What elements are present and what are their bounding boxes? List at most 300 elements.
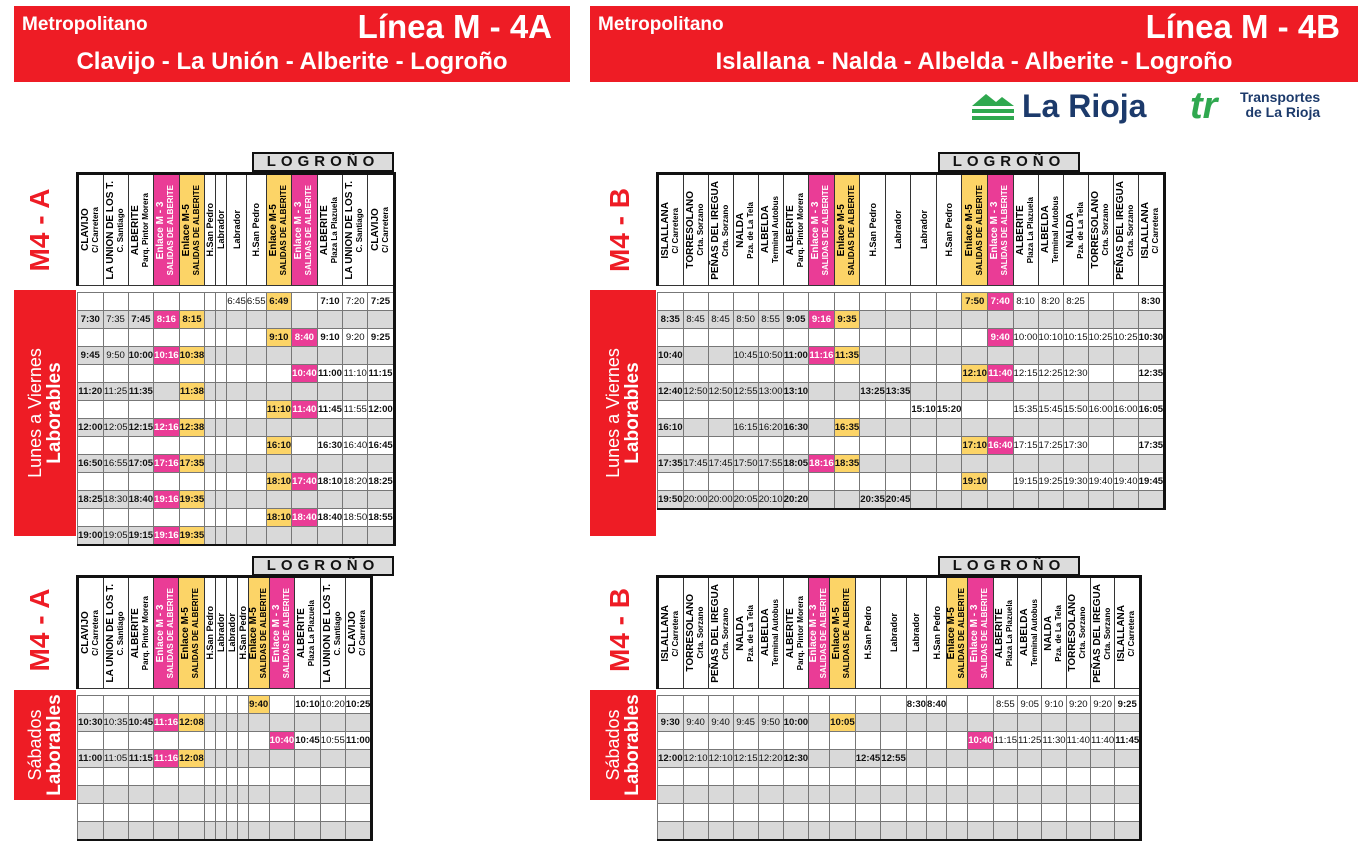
stop-detail: C/ Carretera [380, 207, 390, 253]
table-row [78, 365, 395, 383]
time-cell [936, 419, 962, 437]
time-cell: 10:25 [1088, 329, 1113, 347]
time-cell [128, 401, 154, 419]
time-cell [292, 527, 318, 545]
time-cell [1018, 768, 1042, 786]
time-cell [237, 732, 248, 750]
time-cell [205, 527, 216, 545]
time-cell: 9:50 [103, 347, 128, 365]
time-cell [1066, 768, 1090, 786]
time-cell [834, 491, 860, 509]
time-cell [368, 347, 395, 365]
time-cell [216, 455, 227, 473]
table-row [658, 768, 1141, 786]
time-cell [834, 437, 860, 455]
metropolitano-label: Metropolitano [598, 14, 724, 35]
stop-header [809, 577, 830, 689]
time-cell [783, 437, 809, 455]
time-cell [128, 822, 154, 840]
stop-name: ALBELDA [1018, 609, 1030, 657]
time-cell: 9:20 [1066, 696, 1090, 714]
time-cell [809, 293, 835, 311]
time-cell [295, 786, 321, 804]
stop-detail: C/ Carretera [90, 610, 100, 656]
time-cell [733, 401, 758, 419]
stop-name: ISLALLANA [1139, 201, 1151, 259]
time-cell [154, 473, 180, 491]
time-cell [317, 419, 343, 437]
time-cell [246, 329, 266, 347]
day-label-line2: Laborables [622, 694, 643, 796]
time-cell [269, 804, 295, 822]
time-cell: 17:55 [758, 455, 783, 473]
metropolitano-label: Metropolitano [22, 14, 148, 35]
time-cell [658, 696, 684, 714]
stop-header [881, 577, 907, 689]
time-cell: 20:00 [708, 491, 733, 509]
time-cell [658, 293, 684, 311]
time-cell [708, 732, 733, 750]
time-cell [927, 804, 947, 822]
time-cell: 8:45 [683, 311, 708, 329]
time-cell [78, 768, 104, 786]
stop-detail: C/ Carretera [1127, 610, 1137, 656]
time-cell [1113, 311, 1138, 329]
time-cell [927, 786, 947, 804]
time-cell: 12:30 [783, 750, 809, 768]
time-cell [733, 437, 758, 455]
time-cell: 9:40 [708, 714, 733, 732]
stop-header [733, 577, 758, 689]
time-cell: 8:40 [927, 696, 947, 714]
time-cell: 11:15 [368, 365, 395, 383]
time-cell [1018, 750, 1042, 768]
time-cell [860, 365, 886, 383]
time-cell [783, 365, 809, 383]
stop-header [783, 577, 809, 689]
time-cell [658, 473, 684, 491]
time-cell [216, 293, 227, 311]
time-cell [295, 768, 321, 786]
stop-detail: H.San Pedro [205, 203, 216, 257]
time-cell [809, 329, 835, 347]
time-cell [855, 822, 881, 840]
stop-header [154, 577, 179, 689]
time-cell [860, 401, 886, 419]
time-cell [103, 804, 128, 822]
time-cell [320, 804, 345, 822]
time-cell: 11:38 [179, 383, 205, 401]
time-cell [758, 365, 783, 383]
time-cell [179, 437, 205, 455]
time-cell [295, 804, 321, 822]
stop-detail: Crta. Sorzano [1100, 203, 1110, 256]
time-cell [1115, 768, 1141, 786]
time-cell [733, 473, 758, 491]
time-cell [906, 822, 926, 840]
stop-header [154, 174, 180, 286]
time-cell: 12:35 [1138, 365, 1165, 383]
stop-detail: Plaza La Plazuela [307, 599, 317, 667]
time-cell [226, 822, 237, 840]
time-cell [911, 311, 937, 329]
stop-header [906, 577, 926, 689]
time-cell [860, 419, 886, 437]
time-cell: 12:20 [758, 750, 783, 768]
stop-name: Enlace M-5 [180, 606, 192, 660]
time-cell [683, 732, 708, 750]
time-cell [103, 365, 128, 383]
time-cell [128, 696, 154, 714]
time-cell: 16:30 [783, 419, 809, 437]
time-cell [154, 365, 180, 383]
time-cell [179, 329, 205, 347]
time-cell [683, 804, 708, 822]
time-cell [1042, 822, 1066, 840]
time-cell: 9:10 [266, 329, 292, 347]
time-cell: 9:40 [683, 714, 708, 732]
time-cell [683, 347, 708, 365]
time-cell [881, 696, 907, 714]
time-cell [345, 822, 372, 840]
stop-name: PEÑAS DEL IREGUA [1114, 180, 1126, 280]
time-cell [733, 786, 758, 804]
time-cell: 12:50 [708, 383, 733, 401]
time-cell [987, 383, 1013, 401]
time-cell: 19:30 [1063, 473, 1088, 491]
time-cell [204, 786, 215, 804]
time-cell: 10:10 [295, 696, 321, 714]
table-row [78, 509, 395, 527]
stop-header [227, 174, 247, 286]
time-cell [911, 383, 937, 401]
stop-detail: SALIDAS DE ALBERITE [842, 587, 852, 679]
time-cell [911, 437, 937, 455]
time-cell [246, 509, 266, 527]
time-cell: 19:40 [1113, 473, 1138, 491]
time-cell [758, 732, 783, 750]
stop-detail: SALIDAS DE ALBERITE [304, 184, 314, 276]
time-cell [809, 804, 830, 822]
table-row [658, 473, 1165, 491]
mountain-waves-icon [968, 88, 1018, 124]
line-code-label: M4 - A [24, 188, 55, 272]
time-cell [343, 419, 368, 437]
time-cell [1090, 750, 1114, 768]
time-cell [936, 347, 962, 365]
time-cell: 18:10 [266, 473, 292, 491]
time-cell [204, 804, 215, 822]
time-cell [227, 491, 247, 509]
time-cell [227, 527, 247, 545]
time-cell [215, 714, 226, 732]
stop-header [834, 174, 860, 286]
tr-icon [1188, 86, 1238, 124]
time-cell [205, 293, 216, 311]
time-cell [78, 401, 104, 419]
stop-detail: SALIDAS DE ALBERITE [191, 587, 201, 679]
time-cell [128, 365, 154, 383]
time-cell: 12:55 [881, 750, 907, 768]
time-cell: 12:15 [128, 419, 154, 437]
time-cell [708, 329, 733, 347]
header-gap [658, 689, 1141, 696]
time-cell [154, 786, 179, 804]
time-cell: 15:35 [1013, 401, 1038, 419]
stop-name: ALBERITE [784, 205, 796, 255]
stop-detail: Plaza La Plazuela [329, 196, 339, 264]
stop-detail: H.San Pedro [237, 606, 248, 660]
time-cell [215, 786, 226, 804]
table-row [658, 750, 1141, 768]
time-cell [987, 419, 1013, 437]
time-cell [237, 786, 248, 804]
time-cell [708, 768, 733, 786]
time-cell: 11:40 [292, 401, 318, 419]
time-cell: 10:40 [292, 365, 318, 383]
stop-name: ALBELDA [1039, 206, 1051, 254]
time-cell [809, 401, 835, 419]
time-cell: 18:10 [317, 473, 343, 491]
stop-header [1113, 174, 1138, 286]
time-cell: 17:45 [708, 455, 733, 473]
time-cell [227, 383, 247, 401]
time-cell [987, 473, 1013, 491]
stop-detail: Crta. Sorzano [1102, 606, 1112, 659]
time-cell [292, 347, 318, 365]
table-row [658, 401, 1165, 419]
stop-header [987, 174, 1013, 286]
time-cell [947, 732, 968, 750]
time-cell [154, 383, 180, 401]
time-cell: 11:40 [1090, 732, 1114, 750]
time-cell [179, 768, 205, 786]
time-cell [248, 786, 269, 804]
time-cell [246, 365, 266, 383]
time-cell [103, 768, 128, 786]
time-cell [1088, 437, 1113, 455]
stop-header [911, 174, 937, 286]
time-cell: 9:25 [368, 329, 395, 347]
time-cell [1115, 822, 1141, 840]
time-cell [783, 293, 809, 311]
time-cell [1138, 419, 1165, 437]
time-cell [683, 822, 708, 840]
time-cell [855, 732, 881, 750]
time-cell [885, 347, 911, 365]
time-cell [993, 768, 1017, 786]
stop-name: Enlace M - 3 [808, 604, 820, 662]
time-cell [1063, 455, 1088, 473]
time-cell: 9:16 [809, 311, 835, 329]
stop-header [1115, 577, 1141, 689]
time-cell [292, 293, 318, 311]
stop-detail: H.San Pedro [931, 606, 942, 660]
time-cell [78, 473, 104, 491]
time-cell: 11:35 [834, 347, 860, 365]
time-cell [860, 329, 886, 347]
time-cell [783, 473, 809, 491]
table-row [78, 768, 372, 786]
time-cell [103, 786, 128, 804]
stop-header [204, 577, 215, 689]
time-cell [708, 437, 733, 455]
time-cell: 11:20 [78, 383, 104, 401]
time-cell [1018, 714, 1042, 732]
time-cell [830, 804, 856, 822]
time-cell [343, 455, 368, 473]
stop-name: Enlace M - 3 [155, 604, 167, 662]
time-cell [1042, 786, 1066, 804]
time-cell: 8:20 [1038, 293, 1063, 311]
stop-header [885, 174, 911, 286]
line-code-label: M4 - A [24, 588, 55, 672]
time-cell: 17:50 [733, 455, 758, 473]
time-cell [317, 383, 343, 401]
time-cell: 8:45 [708, 311, 733, 329]
time-cell [683, 768, 708, 786]
time-cell [906, 714, 926, 732]
time-cell: 18:50 [343, 509, 368, 527]
stop-name: ALBERITE [129, 205, 141, 255]
stop-detail: SALIDAS DE ALBERITE [191, 184, 201, 276]
table-row [78, 419, 395, 437]
time-cell [103, 401, 128, 419]
stop-detail: Terminal Autobus [770, 196, 780, 264]
stop-header [179, 174, 205, 286]
stop-header [962, 174, 988, 286]
stop-detail: H.San Pedro [251, 203, 262, 257]
stop-detail: SALIDAS DE ALBERITE [281, 587, 291, 679]
time-cell: 10:05 [830, 714, 856, 732]
time-cell [936, 473, 962, 491]
stop-detail: Terminal Autobus [1029, 599, 1039, 667]
time-cell [947, 804, 968, 822]
time-cell: 19:15 [1013, 473, 1038, 491]
time-cell [1063, 383, 1088, 401]
time-cell: 16:10 [658, 419, 684, 437]
transportes-line2: de La Rioja [1245, 104, 1321, 120]
time-cell [227, 365, 247, 383]
table-row [658, 491, 1165, 509]
time-cell: 11:00 [345, 732, 372, 750]
time-cell [266, 365, 292, 383]
time-cell [962, 491, 988, 509]
stop-name: Enlace M-5 [835, 203, 847, 257]
time-cell: 19:00 [78, 527, 104, 545]
time-cell: 7:45 [128, 311, 154, 329]
time-cell: 12:30 [1063, 365, 1088, 383]
time-cell [1066, 714, 1090, 732]
time-cell: 17:35 [1138, 437, 1165, 455]
time-cell [205, 509, 216, 527]
line-m4a-banner [14, 6, 570, 82]
time-cell: 18:30 [103, 491, 128, 509]
time-cell: 11:25 [1018, 732, 1042, 750]
time-cell: 18:25 [368, 473, 395, 491]
time-cell: 18:05 [783, 455, 809, 473]
time-cell [936, 437, 962, 455]
stop-detail: SALIDAS DE ALBERITE [278, 184, 288, 276]
time-cell [227, 311, 247, 329]
stop-name: NALDA [1064, 212, 1076, 248]
time-cell: 9:05 [1018, 696, 1042, 714]
time-cell [78, 804, 104, 822]
stop-header [758, 577, 783, 689]
stop-header [205, 174, 216, 286]
time-cell [320, 768, 345, 786]
time-cell [708, 401, 733, 419]
time-cell: 19:50 [658, 491, 684, 509]
time-cell [1113, 347, 1138, 365]
time-cell: 16:10 [266, 437, 292, 455]
time-cell [1042, 768, 1066, 786]
time-cell [993, 714, 1017, 732]
time-cell [708, 473, 733, 491]
time-cell [368, 455, 395, 473]
time-cell [103, 732, 128, 750]
stop-header [1063, 174, 1088, 286]
stop-header [830, 577, 856, 689]
time-cell: 10:30 [78, 714, 104, 732]
time-cell [968, 822, 994, 840]
time-cell [987, 491, 1013, 509]
stop-name: CLAVIJO [79, 611, 91, 655]
time-cell [830, 786, 856, 804]
time-cell: 11:40 [1066, 732, 1090, 750]
table-row [658, 786, 1141, 804]
stop-name: ISLALLANA [659, 604, 671, 662]
stop-detail: C/ Carretera [670, 207, 680, 253]
service-day-label [26, 694, 64, 795]
time-cell [227, 455, 247, 473]
stop-detail: SALIDAS DE ALBERITE [980, 587, 990, 679]
time-cell [708, 804, 733, 822]
time-cell [216, 383, 227, 401]
time-cell [78, 822, 104, 840]
line-code-label: M4 - B [604, 588, 635, 672]
time-cell: 10:00 [783, 714, 809, 732]
time-cell [205, 311, 216, 329]
time-cell: 8:15 [179, 311, 205, 329]
time-cell [1063, 311, 1088, 329]
time-cell [993, 822, 1017, 840]
time-cell: 12:25 [1038, 365, 1063, 383]
stop-header [345, 577, 372, 689]
time-cell [733, 293, 758, 311]
time-cell [683, 365, 708, 383]
transportes-logo [1188, 86, 1358, 126]
time-cell [758, 329, 783, 347]
stop-header [708, 577, 733, 689]
stop-name: Enlace M - 3 [969, 604, 981, 662]
time-cell [154, 437, 180, 455]
time-cell: 9:10 [317, 329, 343, 347]
stop-header [936, 174, 962, 286]
time-cell [128, 509, 154, 527]
stop-detail: Labrador [215, 613, 226, 653]
time-cell [809, 437, 835, 455]
time-cell: 20:10 [758, 491, 783, 509]
time-cell [911, 473, 937, 491]
time-cell: 17:15 [1013, 437, 1038, 455]
time-cell [962, 383, 988, 401]
time-cell [809, 491, 835, 509]
stop-header [683, 577, 708, 689]
stop-detail: Labrador [893, 210, 904, 250]
stop-header [246, 174, 266, 286]
time-cell [227, 419, 247, 437]
